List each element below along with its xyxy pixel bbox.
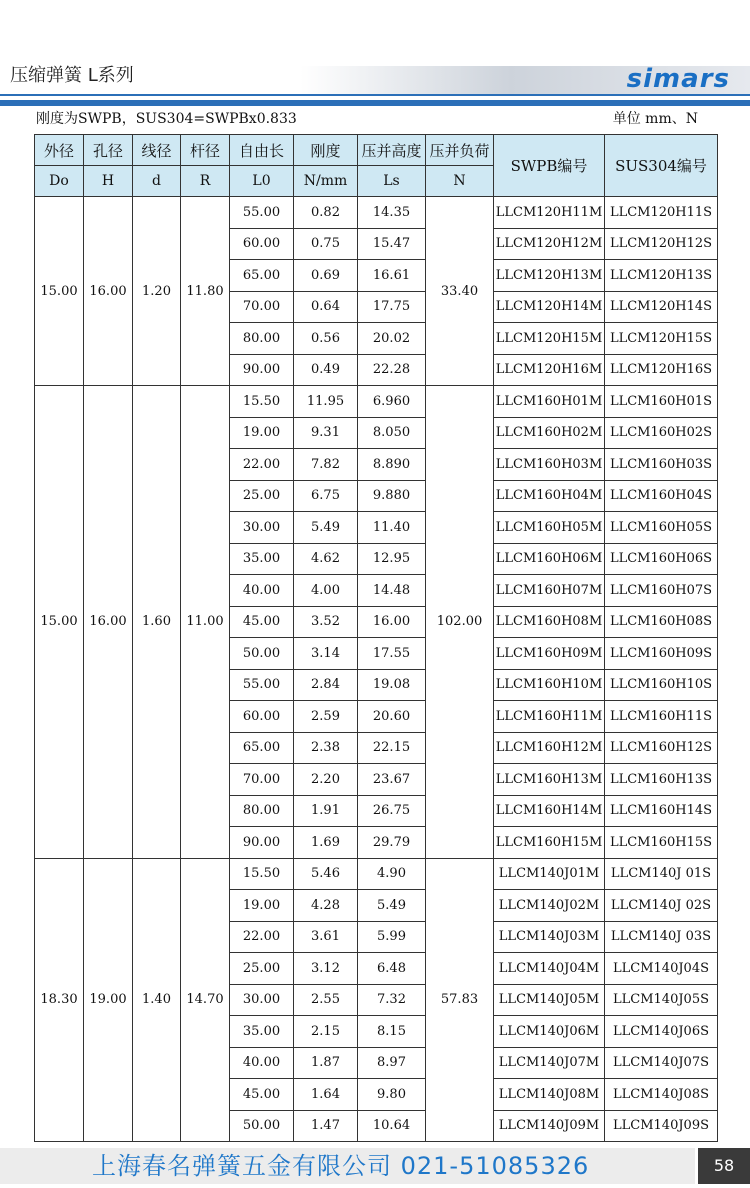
header-divider-thick — [0, 100, 750, 106]
col-header: 压并高度 — [358, 135, 426, 166]
swpb-code-cell: LLCM160H03M — [494, 449, 605, 481]
sus304-code-cell: LLCM140J06S — [605, 1016, 718, 1048]
sus304-code-cell: LLCM160H10S — [605, 669, 718, 701]
brand-logo: simars — [626, 64, 730, 94]
solid-height-cell: 9.880 — [358, 480, 426, 512]
stiffness-cell: 5.49 — [294, 512, 358, 544]
solid-height-cell: 16.00 — [358, 606, 426, 638]
swpb-code-cell: LLCM160H02M — [494, 417, 605, 449]
solid-height-cell: 12.95 — [358, 543, 426, 575]
col-header: 自由长 — [230, 135, 294, 166]
swpb-code-cell: LLCM140J03M — [494, 921, 605, 953]
solid-height-cell: 7.32 — [358, 984, 426, 1016]
solid-height-cell: 17.75 — [358, 291, 426, 323]
stiffness-cell: 0.56 — [294, 323, 358, 355]
solid-height-cell: 29.79 — [358, 827, 426, 859]
sus304-code-cell: LLCM140J09S — [605, 1110, 718, 1142]
free-length-cell: 40.00 — [230, 575, 294, 607]
swpb-code-cell: LLCM120H12M — [494, 228, 605, 260]
free-length-cell: 15.50 — [230, 858, 294, 890]
sus304-code-cell: LLCM160H08S — [605, 606, 718, 638]
sus304-code-cell: LLCM160H05S — [605, 512, 718, 544]
wire-diameter-cell: 1.40 — [133, 858, 181, 1142]
stiffness-cell: 4.00 — [294, 575, 358, 607]
spring-spec-table — [34, 134, 718, 1142]
sus304-code-cell: LLCM140J05S — [605, 984, 718, 1016]
stiffness-cell: 2.15 — [294, 1016, 358, 1048]
col-symbol: H — [84, 166, 133, 197]
sus304-code-cell: LLCM160H07S — [605, 575, 718, 607]
swpb-code-cell: LLCM140J02M — [494, 890, 605, 922]
sus304-code-cell: LLCM140J 01S — [605, 858, 718, 890]
rod-diameter-cell: 14.70 — [181, 858, 230, 1142]
col-header: 孔径 — [84, 135, 133, 166]
sus304-code-cell: LLCM160H02S — [605, 417, 718, 449]
free-length-cell: 15.50 — [230, 386, 294, 418]
col-symbol: N — [426, 166, 494, 197]
solid-load-cell: 57.83 — [426, 858, 494, 1142]
swpb-code-cell: LLCM120H11M — [494, 197, 605, 229]
stiffness-cell: 1.91 — [294, 795, 358, 827]
solid-height-cell: 15.47 — [358, 228, 426, 260]
sus304-code-cell: LLCM140J07S — [605, 1047, 718, 1079]
stiffness-cell: 4.62 — [294, 543, 358, 575]
free-length-cell: 50.00 — [230, 1110, 294, 1142]
swpb-code-cell: LLCM120H16M — [494, 354, 605, 386]
header-divider — [0, 94, 750, 96]
free-length-cell: 50.00 — [230, 638, 294, 670]
sus304-code-cell: LLCM120H15S — [605, 323, 718, 355]
solid-height-cell: 20.02 — [358, 323, 426, 355]
col-header: 刚度 — [294, 135, 358, 166]
solid-height-cell: 20.60 — [358, 701, 426, 733]
hole-diameter-cell: 16.00 — [84, 386, 133, 859]
sus304-code-cell: LLCM120H11S — [605, 197, 718, 229]
swpb-code-cell: LLCM140J04M — [494, 953, 605, 985]
swpb-code-cell: LLCM160H10M — [494, 669, 605, 701]
free-length-cell: 80.00 — [230, 795, 294, 827]
stiffness-cell: 5.46 — [294, 858, 358, 890]
swpb-code-cell: LLCM160H14M — [494, 795, 605, 827]
swpb-code-cell: LLCM140J07M — [494, 1047, 605, 1079]
col-symbol: Do — [35, 166, 84, 197]
col-header: 外径 — [35, 135, 84, 166]
swpb-code-cell: LLCM140J08M — [494, 1079, 605, 1111]
free-length-cell: 45.00 — [230, 606, 294, 638]
sus304-code-cell: LLCM140J04S — [605, 953, 718, 985]
free-length-cell: 35.00 — [230, 543, 294, 575]
free-length-cell: 65.00 — [230, 732, 294, 764]
outer-diameter-cell: 18.30 — [35, 858, 84, 1142]
free-length-cell: 90.00 — [230, 354, 294, 386]
swpb-code-cell: LLCM160H04M — [494, 480, 605, 512]
free-length-cell: 25.00 — [230, 953, 294, 985]
free-length-cell: 55.00 — [230, 197, 294, 229]
solid-height-cell: 16.61 — [358, 260, 426, 292]
stiffness-cell: 3.52 — [294, 606, 358, 638]
outer-diameter-cell: 15.00 — [35, 386, 84, 859]
spec-table-body — [35, 197, 718, 1142]
stiffness-cell: 0.82 — [294, 197, 358, 229]
solid-height-cell: 26.75 — [358, 795, 426, 827]
sus304-code-cell: LLCM120H13S — [605, 260, 718, 292]
stiffness-cell: 0.64 — [294, 291, 358, 323]
sus304-code-cell: LLCM160H06S — [605, 543, 718, 575]
solid-height-cell: 11.40 — [358, 512, 426, 544]
free-length-cell: 45.00 — [230, 1079, 294, 1111]
page-number: 58 — [698, 1148, 750, 1184]
sus304-code-cell: LLCM120H14S — [605, 291, 718, 323]
swpb-code-cell: LLCM120H14M — [494, 291, 605, 323]
hole-diameter-cell: 19.00 — [84, 858, 133, 1142]
col-header: 杆径 — [181, 135, 230, 166]
solid-height-cell: 6.960 — [358, 386, 426, 418]
unit-note: 单位 mm、N — [612, 111, 698, 127]
swpb-code-cell: LLCM160H06M — [494, 543, 605, 575]
col-symbol: R — [181, 166, 230, 197]
stiffness-cell: 2.55 — [294, 984, 358, 1016]
stiffness-cell: 0.49 — [294, 354, 358, 386]
wire-diameter-cell: 1.20 — [133, 197, 181, 386]
solid-height-cell: 17.55 — [358, 638, 426, 670]
header-row-zh — [35, 135, 718, 166]
solid-height-cell: 5.49 — [358, 890, 426, 922]
stiffness-cell: 4.28 — [294, 890, 358, 922]
col-symbol: d — [133, 166, 181, 197]
sus304-code-cell: LLCM140J08S — [605, 1079, 718, 1111]
col-header: 线径 — [133, 135, 181, 166]
page-title: 压缩弹簧 L系列 — [10, 65, 134, 86]
free-length-cell: 60.00 — [230, 228, 294, 260]
swpb-code-cell: LLCM140J09M — [494, 1110, 605, 1142]
col-symbol: L0 — [230, 166, 294, 197]
sus304-code-cell: LLCM160H04S — [605, 480, 718, 512]
sus304-code-cell: LLCM140J 03S — [605, 921, 718, 953]
swpb-code-cell: LLCM160H07M — [494, 575, 605, 607]
free-length-cell: 19.00 — [230, 417, 294, 449]
solid-load-cell: 33.40 — [426, 197, 494, 386]
solid-load-cell: 102.00 — [426, 386, 494, 859]
solid-height-cell: 22.15 — [358, 732, 426, 764]
sus304-code-cell: LLCM160H13S — [605, 764, 718, 796]
stiffness-cell: 2.84 — [294, 669, 358, 701]
stiffness-cell: 0.69 — [294, 260, 358, 292]
free-length-cell: 30.00 — [230, 984, 294, 1016]
sus304-code-cell: LLCM160H12S — [605, 732, 718, 764]
sus304-code-cell: LLCM120H12S — [605, 228, 718, 260]
stiffness-cell: 1.47 — [294, 1110, 358, 1142]
free-length-cell: 55.00 — [230, 669, 294, 701]
solid-height-cell: 5.99 — [358, 921, 426, 953]
solid-height-cell: 6.48 — [358, 953, 426, 985]
table-row — [35, 386, 718, 418]
stiffness-cell: 0.75 — [294, 228, 358, 260]
company-contact: 上海春名弹簧五金有限公司 021-51085326 — [92, 1152, 590, 1180]
col-header: SWPB编号 — [494, 135, 605, 197]
solid-height-cell: 14.48 — [358, 575, 426, 607]
swpb-code-cell: LLCM160H15M — [494, 827, 605, 859]
stiffness-note: 刚度为SWPB，SUS304=SWPBx0.833 — [36, 111, 297, 127]
stiffness-cell: 7.82 — [294, 449, 358, 481]
sus304-code-cell: LLCM160H11S — [605, 701, 718, 733]
col-symbol: Ls — [358, 166, 426, 197]
free-length-cell: 40.00 — [230, 1047, 294, 1079]
stiffness-cell: 3.61 — [294, 921, 358, 953]
free-length-cell: 30.00 — [230, 512, 294, 544]
free-length-cell: 80.00 — [230, 323, 294, 355]
stiffness-cell: 9.31 — [294, 417, 358, 449]
stiffness-cell: 1.87 — [294, 1047, 358, 1079]
solid-height-cell: 9.80 — [358, 1079, 426, 1111]
swpb-code-cell: LLCM140J05M — [494, 984, 605, 1016]
solid-height-cell: 19.08 — [358, 669, 426, 701]
sus304-code-cell: LLCM160H09S — [605, 638, 718, 670]
col-symbol: N/mm — [294, 166, 358, 197]
solid-height-cell: 4.90 — [358, 858, 426, 890]
swpb-code-cell: LLCM140J01M — [494, 858, 605, 890]
swpb-code-cell: LLCM140J06M — [494, 1016, 605, 1048]
solid-height-cell: 8.890 — [358, 449, 426, 481]
free-length-cell: 25.00 — [230, 480, 294, 512]
free-length-cell: 90.00 — [230, 827, 294, 859]
stiffness-cell: 3.12 — [294, 953, 358, 985]
free-length-cell: 19.00 — [230, 890, 294, 922]
sus304-code-cell: LLCM140J 02S — [605, 890, 718, 922]
sus304-code-cell: LLCM120H16S — [605, 354, 718, 386]
rod-diameter-cell: 11.00 — [181, 386, 230, 859]
stiffness-cell: 11.95 — [294, 386, 358, 418]
col-header: 压并负荷 — [426, 135, 494, 166]
free-length-cell: 35.00 — [230, 1016, 294, 1048]
swpb-code-cell: LLCM160H05M — [494, 512, 605, 544]
swpb-code-cell: LLCM160H09M — [494, 638, 605, 670]
swpb-code-cell: LLCM160H12M — [494, 732, 605, 764]
stiffness-cell: 1.69 — [294, 827, 358, 859]
free-length-cell: 70.00 — [230, 764, 294, 796]
col-header: SUS304编号 — [605, 135, 718, 197]
swpb-code-cell: LLCM160H11M — [494, 701, 605, 733]
solid-height-cell: 22.28 — [358, 354, 426, 386]
stiffness-cell: 6.75 — [294, 480, 358, 512]
free-length-cell: 60.00 — [230, 701, 294, 733]
sus304-code-cell: LLCM160H01S — [605, 386, 718, 418]
stiffness-cell: 2.20 — [294, 764, 358, 796]
solid-height-cell: 10.64 — [358, 1110, 426, 1142]
stiffness-cell: 2.59 — [294, 701, 358, 733]
stiffness-cell: 3.14 — [294, 638, 358, 670]
swpb-code-cell: LLCM120H15M — [494, 323, 605, 355]
table-row — [35, 197, 718, 229]
table-row — [35, 858, 718, 890]
outer-diameter-cell: 15.00 — [35, 197, 84, 386]
solid-height-cell: 14.35 — [358, 197, 426, 229]
solid-height-cell: 23.67 — [358, 764, 426, 796]
swpb-code-cell: LLCM160H01M — [494, 386, 605, 418]
free-length-cell: 70.00 — [230, 291, 294, 323]
stiffness-cell: 1.64 — [294, 1079, 358, 1111]
solid-height-cell: 8.15 — [358, 1016, 426, 1048]
wire-diameter-cell: 1.60 — [133, 386, 181, 859]
swpb-code-cell: LLCM160H08M — [494, 606, 605, 638]
solid-height-cell: 8.050 — [358, 417, 426, 449]
solid-height-cell: 8.97 — [358, 1047, 426, 1079]
free-length-cell: 65.00 — [230, 260, 294, 292]
sus304-code-cell: LLCM160H14S — [605, 795, 718, 827]
swpb-code-cell: LLCM160H13M — [494, 764, 605, 796]
free-length-cell: 22.00 — [230, 449, 294, 481]
sus304-code-cell: LLCM160H15S — [605, 827, 718, 859]
hole-diameter-cell: 16.00 — [84, 197, 133, 386]
swpb-code-cell: LLCM120H13M — [494, 260, 605, 292]
stiffness-cell: 2.38 — [294, 732, 358, 764]
free-length-cell: 22.00 — [230, 921, 294, 953]
sus304-code-cell: LLCM160H03S — [605, 449, 718, 481]
rod-diameter-cell: 11.80 — [181, 197, 230, 386]
